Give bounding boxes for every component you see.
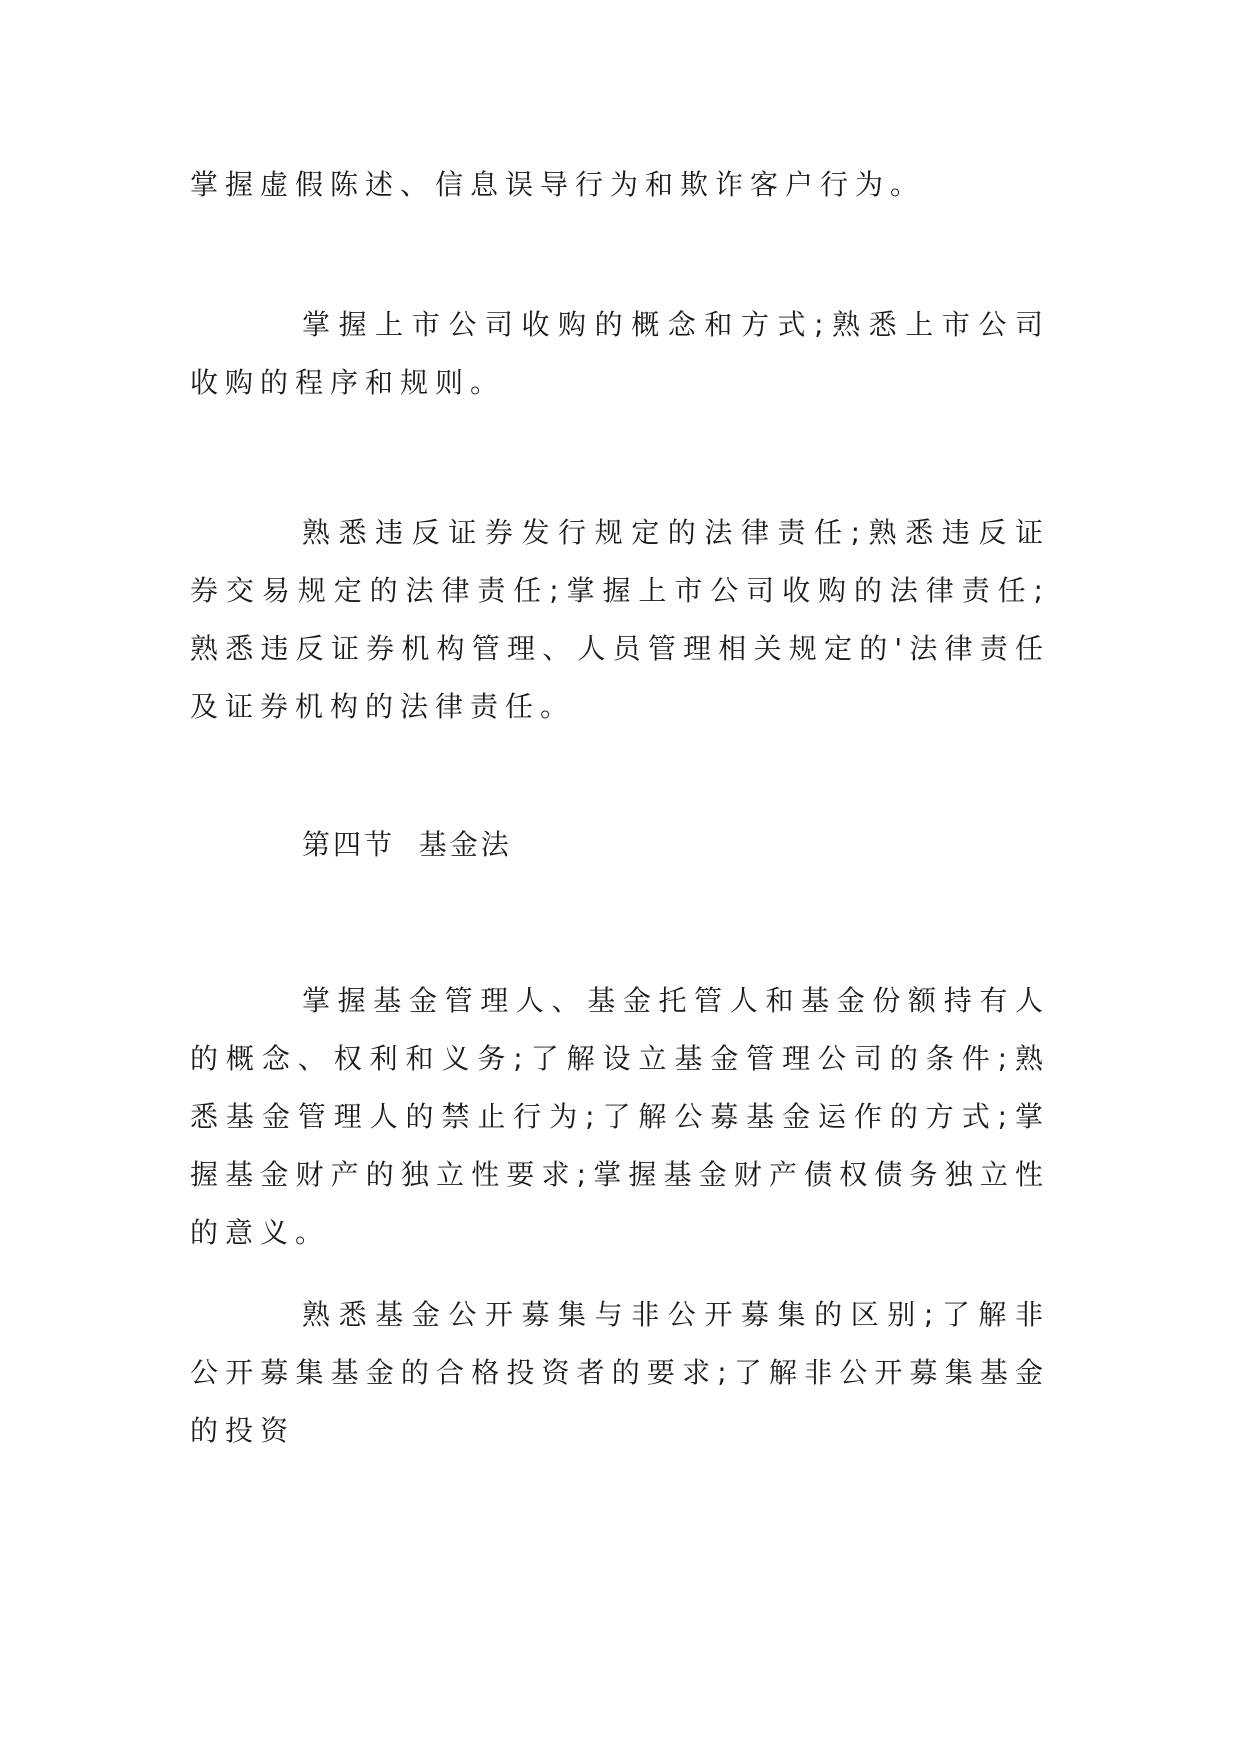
- paragraph-legal-liability: 熟悉违反证券发行规定的法律责任;熟悉违反证券交易规定的法律责任;掌握上市公司收购的法律责任;熟悉违反证券机构管理、人员管理相关规定的'法律责任及证券机构的法律责任。: [190, 516, 1050, 723]
- paragraph-fund-raising: 熟悉基金公开募集与非公开募集的区别;了解非公开募集基金的合格投资者的要求;了解非公开募集基金的投资: [190, 1298, 1050, 1447]
- paragraph-false-statement: 掌握虚假陈述、信息误导行为和欺诈客户行为。: [190, 168, 926, 201]
- paragraph-acquisition: 掌握上市公司收购的概念和方式;熟悉上市公司收购的程序和规则。: [190, 308, 1050, 399]
- paragraph-fund-manager: 掌握基金管理人、基金托管人和基金份额持有人的概念、权利和义务;了解设立基金管理公司的条件;熟悉基金管理人的禁止行为;了解公募基金运作的方式;掌握基金财产的独立性要求;掌握基金财产债权债务独立性的意义。: [190, 984, 1050, 1249]
- section-heading: 第四节 基金法: [302, 828, 512, 861]
